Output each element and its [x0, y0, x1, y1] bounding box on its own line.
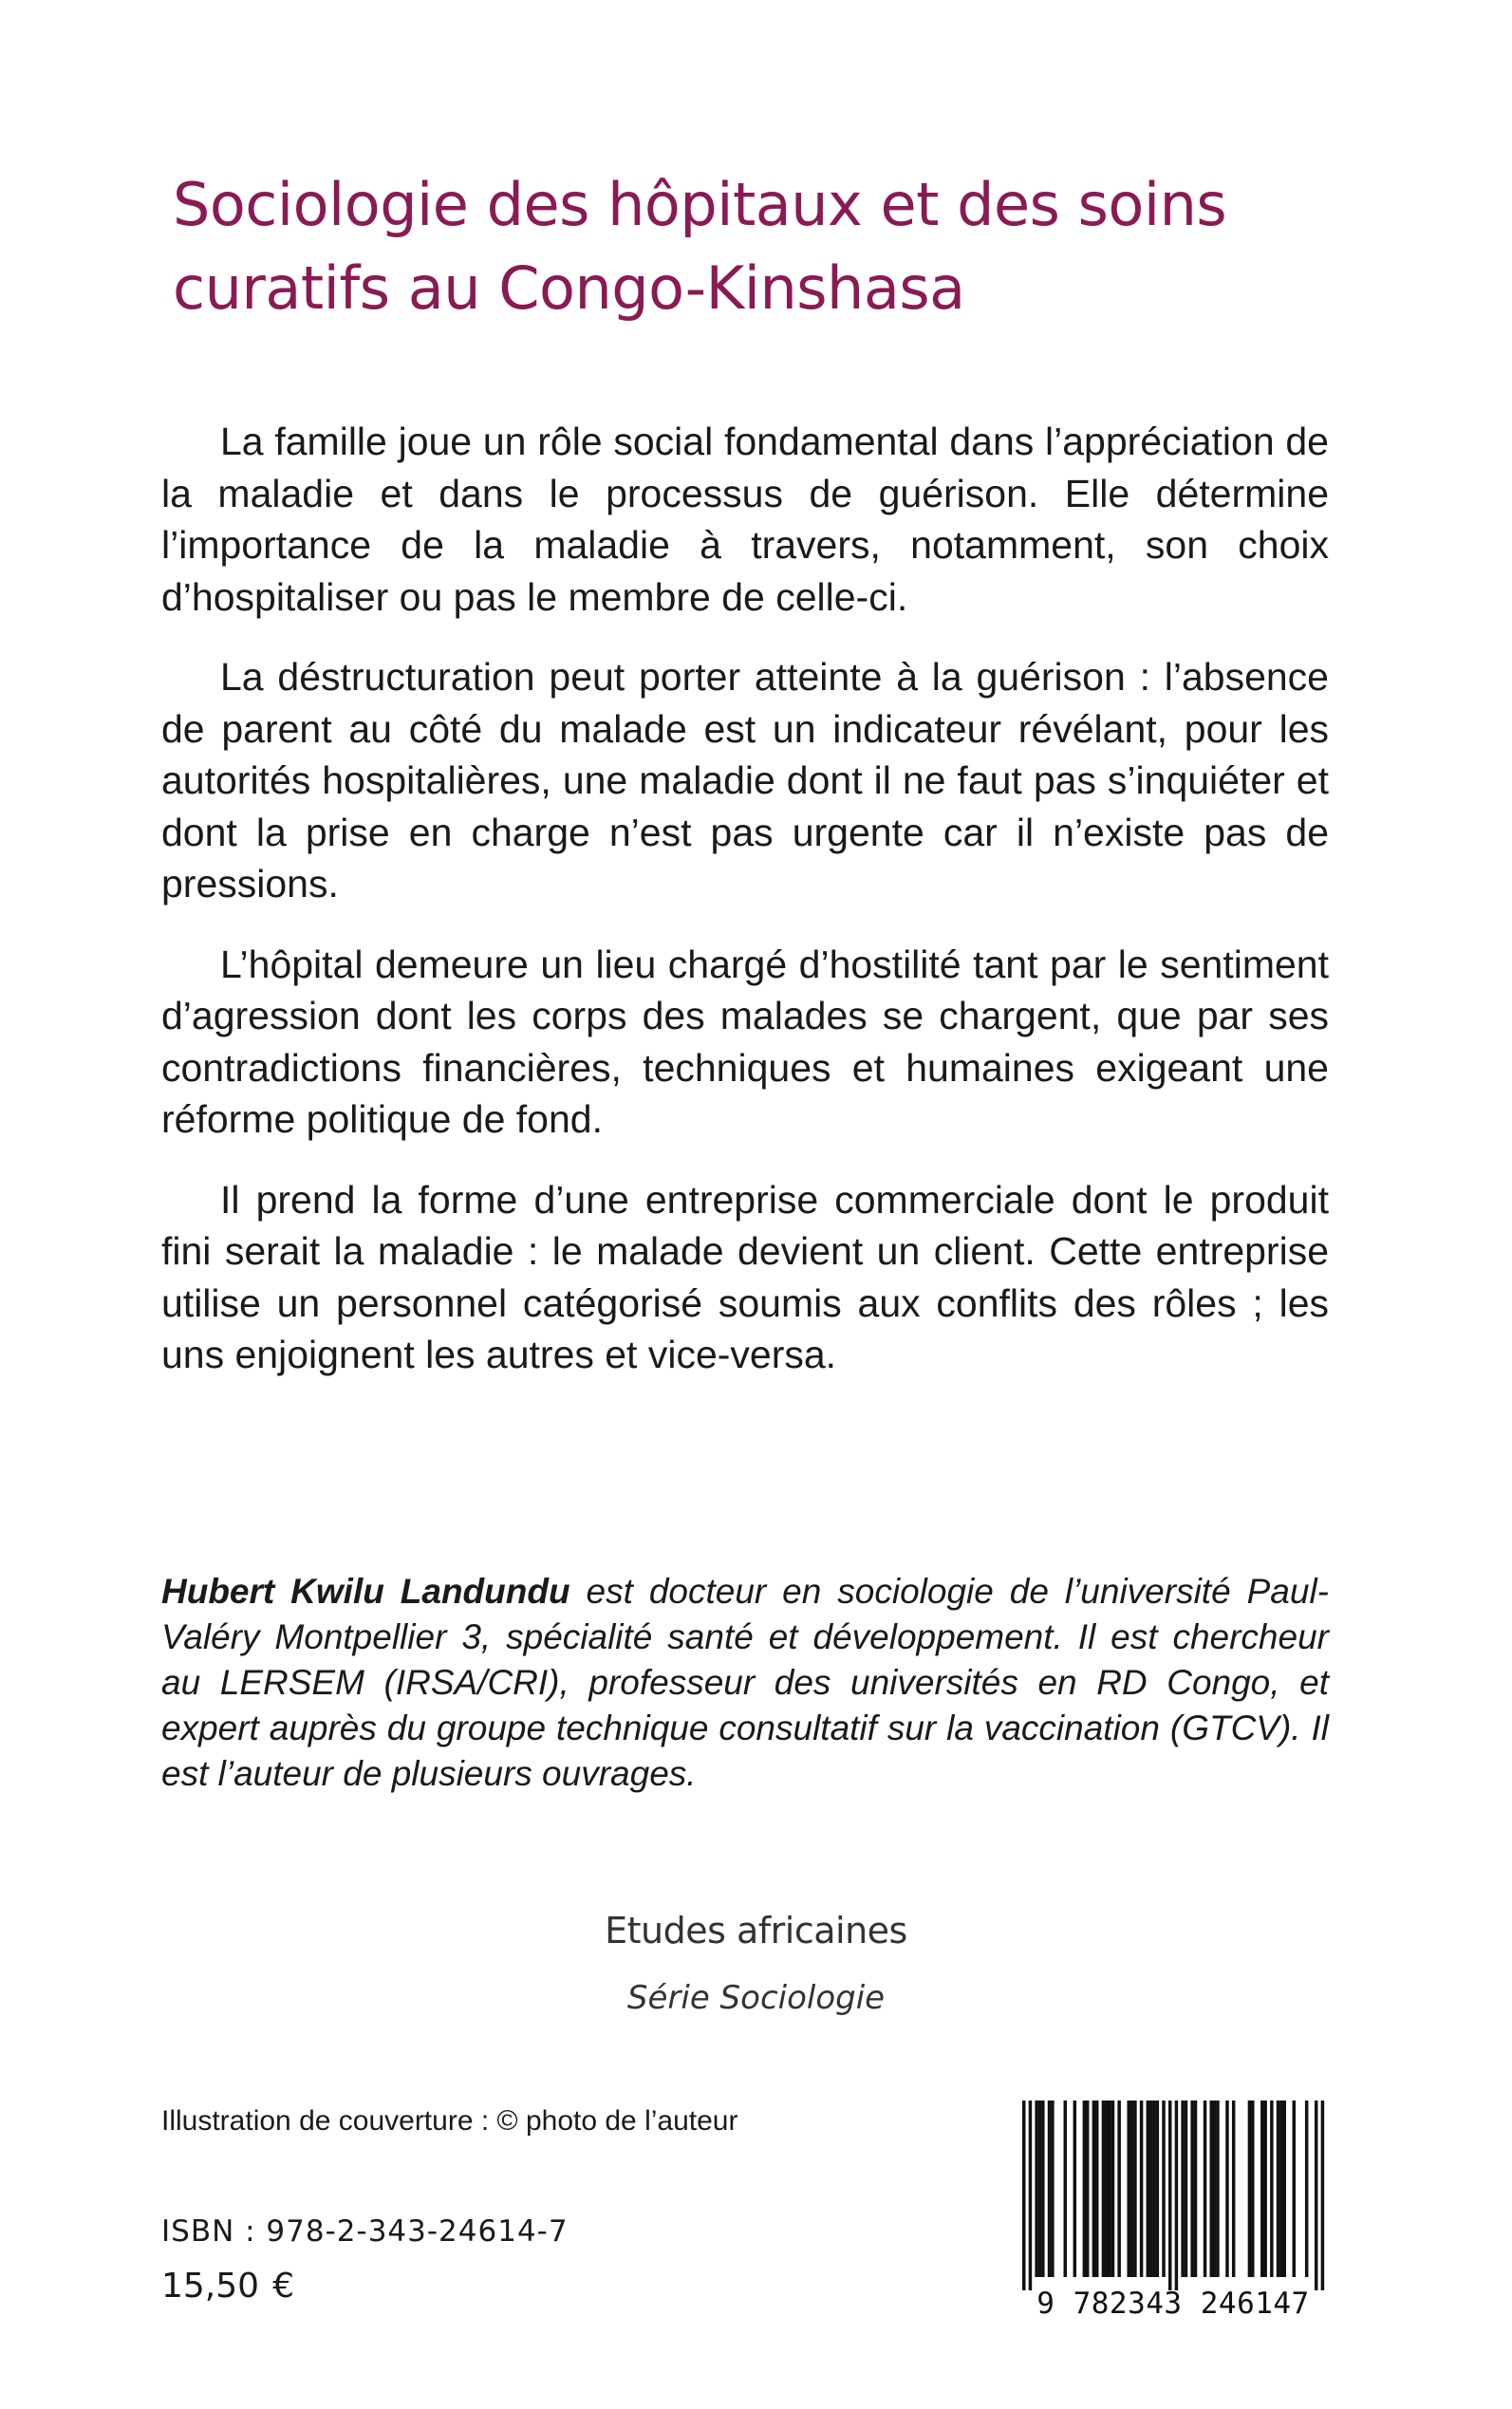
barcode-bar — [1293, 2101, 1297, 2277]
author-name: Hubert Kwilu Landundu — [161, 1572, 570, 1611]
barcode-bar — [1168, 2101, 1172, 2290]
barcode-bar — [1073, 2101, 1077, 2277]
barcode-bar — [1305, 2101, 1309, 2277]
barcode-bar — [1041, 2101, 1045, 2277]
barcode-bar — [1277, 2101, 1280, 2277]
author-bio-text: est docteur en sociologie de l’université Paul-Valéry Montpellier 3, spécialité santé et développement. Il est chercheur au LERSEM (IRSA/CRI), professeur des universités en RD Congo, et expert auprès du groupe technique consultatif sur la vaccination (GTCV). Il est l’auteur de plusieurs ouvrages. — [161, 1572, 1329, 1793]
price-currency: € — [272, 2267, 294, 2306]
barcode-bar — [1232, 2101, 1236, 2277]
summary-paragraph-2: La déstructuration peut porter atteinte à la guérison : l’absence de parent au côté du malade est un indicateur révélant, pour les autorités hospitalières, une maladie dont il ne faut pas s’inquiéter et dont la prise en charge n’est pas urgente car il n’existe pas de pressions. — [161, 655, 1329, 906]
barcode-bar — [1282, 2101, 1286, 2277]
barcode-bar — [1213, 2101, 1217, 2277]
barcode-bar — [1162, 2101, 1166, 2277]
price-amount: 15,50 — [161, 2267, 260, 2306]
book-title-line-2: curatifs au Congo-Kinshasa — [173, 253, 965, 323]
barcode-bar — [1095, 2101, 1099, 2277]
isbn: ISBN : 978-2-343-24614-7 — [161, 2214, 569, 2249]
barcode-digits: 9 782343 246147 — [1036, 2287, 1310, 2321]
barcode-bars — [1017, 2101, 1330, 2290]
barcode-bar — [1064, 2101, 1068, 2277]
barcode-bar — [1185, 2101, 1188, 2277]
barcode-bar — [1225, 2101, 1229, 2277]
barcode-bar — [1127, 2101, 1130, 2277]
book-title — [173, 163, 1350, 330]
barcode-bar — [1022, 2101, 1026, 2290]
barcode-bar — [1102, 2101, 1106, 2277]
barcode-bar — [1035, 2101, 1038, 2277]
barcode-bar — [1152, 2101, 1156, 2277]
barcode-bar — [1086, 2101, 1090, 2277]
summary-paragraph-1: La famille joue un rôle social fondamental dans l’appréciation de la maladie et dans le processus de guérison. Elle détermine l’importance de la maladie à travers, notamment, son choix d’hospitaliser ou pas le membre de celle-ci. — [161, 420, 1329, 619]
barcode-bar — [1111, 2101, 1115, 2277]
barcode-bar — [1204, 2101, 1207, 2277]
barcode-bar — [1321, 2101, 1325, 2290]
collection-series: Série Sociologie — [626, 1979, 886, 2017]
barcode-bar — [1092, 2101, 1096, 2277]
barcode-bar — [1156, 2101, 1160, 2277]
barcode — [1017, 2101, 1330, 2324]
barcode-bar — [1260, 2101, 1264, 2277]
author-bio — [161, 1569, 1329, 1797]
back-cover-summary — [161, 416, 1329, 1410]
barcode-bar — [1248, 2101, 1252, 2277]
barcode-bar — [1263, 2101, 1267, 2277]
cover-illustration-credit: Illustration de couverture : © photo de l’auteur — [161, 2105, 738, 2137]
barcode-bar — [1038, 2101, 1042, 2277]
barcode-bar — [1083, 2101, 1087, 2277]
barcode-bar — [1133, 2101, 1137, 2277]
summary-paragraph-3: L’hôpital demeure un lieu chargé d’hostilité tant par le sentiment d’agression dont les corps des malades se chargent, que par ses contradictions financières, techniques et humaines exigeant une réforme politique de fond. — [161, 942, 1329, 1141]
barcode-bar — [1190, 2101, 1194, 2277]
summary-paragraph-4: Il prend la forme d’une entreprise commerciale dont le produit fini serait la maladie : le malade devient un client. Cette entreprise utilise un personnel catégorisé soumis aux conflits des rôles ; les uns enjoignent les autres et vice-versa. — [161, 1177, 1329, 1376]
barcode-bar — [1051, 2101, 1055, 2277]
price — [161, 2267, 294, 2306]
barcode-bar — [1117, 2101, 1121, 2277]
barcode-bar — [1216, 2101, 1220, 2277]
barcode-bar — [1105, 2101, 1109, 2277]
barcode-bar — [1270, 2101, 1274, 2277]
collection-name: Etudes africaines — [605, 1910, 907, 1951]
barcode-bar — [1108, 2101, 1111, 2277]
book-title-line-1: Sociologie des hôpitaux et des soins — [173, 170, 1227, 239]
barcode-bar — [1147, 2101, 1150, 2277]
barcode-bar — [1175, 2101, 1179, 2290]
barcode-bar — [1279, 2101, 1283, 2277]
barcode-bar — [1048, 2101, 1052, 2277]
barcode-bar — [1181, 2101, 1185, 2277]
barcode-bar — [1194, 2101, 1198, 2277]
barcode-bar — [1149, 2101, 1153, 2277]
barcode-bar — [1140, 2101, 1144, 2277]
barcode-bar — [1251, 2101, 1255, 2277]
barcode-bar — [1315, 2101, 1318, 2290]
barcode-bar — [1209, 2101, 1213, 2277]
barcode-bar — [1029, 2101, 1033, 2290]
barcode-bar — [1130, 2101, 1134, 2277]
